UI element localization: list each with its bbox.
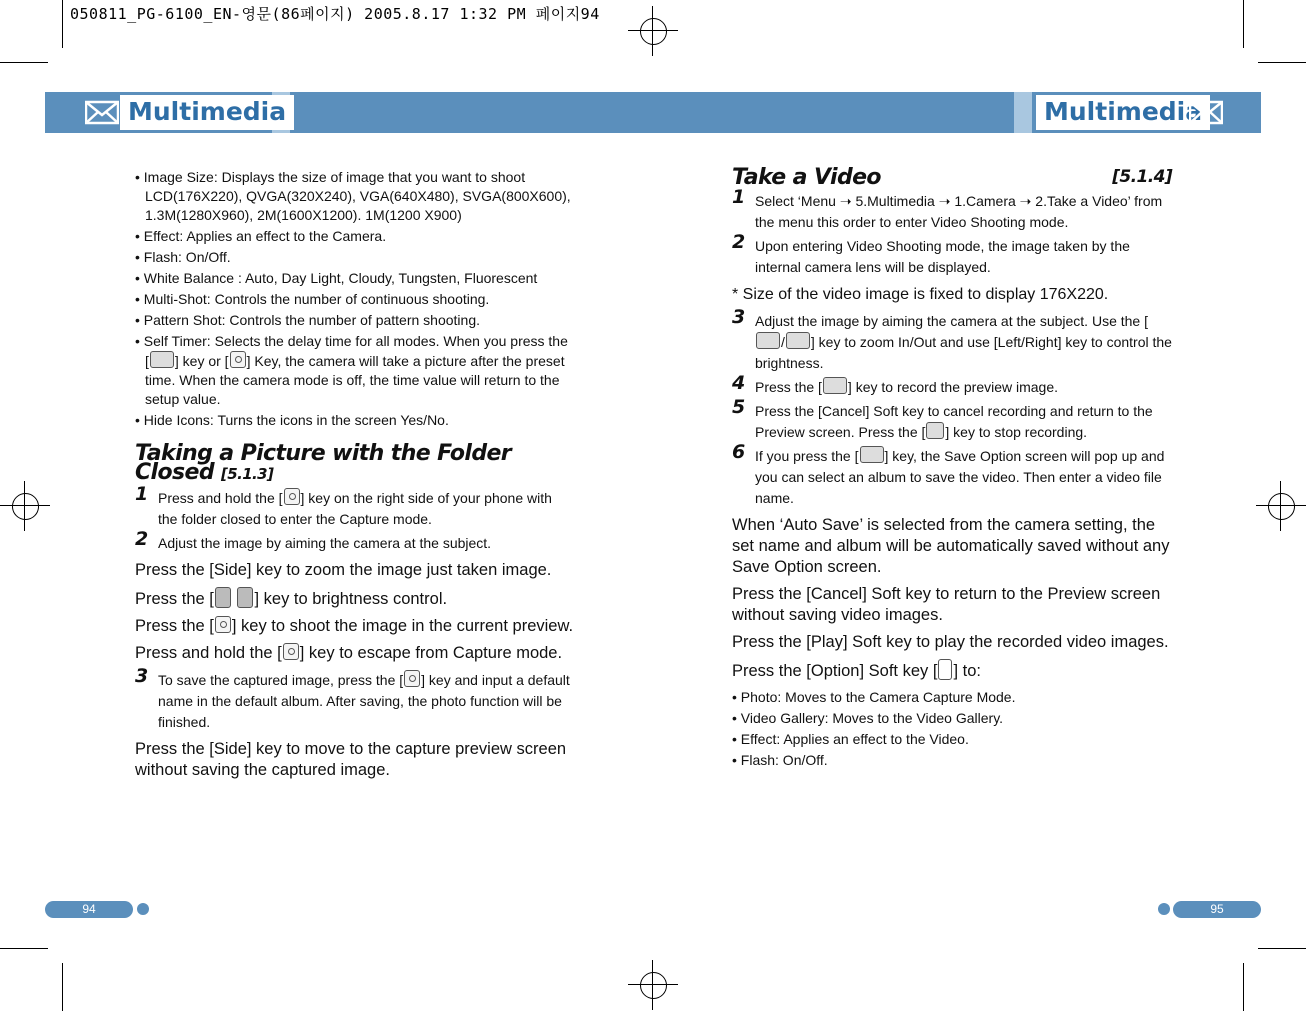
registration-mark bbox=[0, 481, 50, 531]
header-band-accent bbox=[1014, 92, 1032, 133]
paragraph: Press the [Cancel] Soft key to return to the Preview screen without saving video images. bbox=[732, 585, 1161, 624]
step-item: 3 Adjust the image by aiming the camera at the subject. Use the [/ ] key to zoom In/Out and use [Left/Right] key to control the brightness. bbox=[732, 306, 1172, 371]
paragraph: Press the [Option] Soft key [ ] to: bbox=[732, 659, 1172, 682]
bullet-item-self-timer: • Self Timer: Selects the delay time for all modes. When you press the [ ] key or [ ] Key, the camera will take a picture after the preset time. When the camera mode is off, the time value will return to the setup value. bbox=[135, 333, 568, 407]
bullet-item: • Hide Icons: Turns the icons in the screen Yes/No. bbox=[135, 412, 449, 428]
note: * Size of the video image is fixed to display 176X220. bbox=[732, 286, 1109, 303]
paragraph: Press the [Play] Soft key to play the recorded video images. bbox=[732, 633, 1169, 651]
page-dot bbox=[1158, 903, 1170, 915]
crop-mark bbox=[0, 62, 48, 63]
step-item: 4 Press the [ ] key to record the preview image. bbox=[732, 372, 1059, 395]
page-number-right: 95 bbox=[1173, 901, 1261, 918]
section-title: Taking a Picture with the Folder Closed [5.1.3] bbox=[135, 441, 512, 485]
crop-mark bbox=[1258, 62, 1306, 63]
bullet-item: • Pattern Shot: Controls the number of pattern shooting. bbox=[135, 312, 480, 328]
crop-mark bbox=[0, 948, 48, 949]
bullet-item: • Video Gallery: Moves to the Video Gallery. bbox=[732, 710, 1004, 726]
step-item: 6 If you press the [ ] key, the Save Option screen will pop up and you can select an album to save the video. Then enter a video file name. bbox=[732, 441, 1165, 506]
paragraph: Press the [ ] key to shoot the image in the current preview. bbox=[135, 617, 574, 635]
soft-key-icon bbox=[938, 659, 952, 680]
header-title-right: Multimedia bbox=[1036, 95, 1210, 130]
bullet-item: • Flash: On/Off. bbox=[732, 752, 828, 768]
paragraph: Press the [Side] key to move to the capture preview screen without saving the captured image. bbox=[135, 740, 567, 779]
registration-mark bbox=[628, 6, 678, 56]
camera-key-icon bbox=[150, 351, 174, 368]
paragraph: Press and hold the [ ] key to escape from Capture mode. bbox=[135, 644, 563, 662]
record-key-icon bbox=[823, 377, 847, 394]
camera-key-icon bbox=[230, 351, 246, 368]
bullet-item: • White Balance : Auto, Day Light, Cloudy, Tungsten, Fluorescent bbox=[135, 270, 538, 286]
stop-key-icon bbox=[926, 422, 944, 439]
paragraph: Press the [Side] key to zoom the image just taken image. bbox=[135, 561, 552, 579]
step-item: 1 Select ‘Menu ➝ 5.Multimedia ➝ 1.Camera ➝ 2.Take a Video’ from the menu this order to enter Video Shooting mode. bbox=[732, 186, 1163, 230]
header-title-left: Multimedia bbox=[120, 95, 294, 130]
side-key-icon bbox=[237, 587, 253, 608]
registration-mark bbox=[1256, 481, 1306, 531]
step-item: 3 To save the captured image, press the [ ] key and input a default name in the default album. After saving, the photo function will be finished. bbox=[135, 665, 570, 730]
crop-mark bbox=[1243, 963, 1244, 1011]
step-item: 5 Press the [Cancel] Soft key to cancel recording and return to the Preview screen. Press the [ ] key to stop recording. bbox=[732, 396, 1153, 440]
step-item: 2 Upon entering Video Shooting mode, the image taken by the internal camera lens will be displayed. bbox=[732, 231, 1130, 275]
bullet-item: • Multi-Shot: Controls the number of continuous shooting. bbox=[135, 291, 490, 307]
left-column bbox=[135, 168, 575, 787]
envelope-icon bbox=[85, 97, 119, 127]
crop-mark bbox=[62, 963, 63, 1011]
crop-mark bbox=[1243, 0, 1244, 48]
step-item: 2 Adjust the image by aiming the camera at the subject. bbox=[135, 528, 492, 551]
paragraph: Press the [ ] key to brightness control. bbox=[135, 587, 575, 610]
bullet-item: • Photo: Moves to the Camera Capture Mode. bbox=[732, 689, 1016, 705]
volume-up-key-icon bbox=[756, 332, 780, 349]
registration-mark bbox=[628, 960, 678, 1010]
step-item: 1 Press and hold the [ ] key on the right side of your phone with the folder closed to enter the Capture mode. bbox=[135, 483, 552, 527]
print-slug: 050811_PG-6100_EN-영문(86페이지) 2005.8.17 1:32 PM 페이지94 bbox=[70, 5, 600, 23]
crop-mark bbox=[62, 0, 63, 48]
bullet-item: • Effect: Applies an effect to the Camera. bbox=[135, 228, 387, 244]
page-dot bbox=[137, 903, 149, 915]
camera-key-icon bbox=[284, 488, 300, 505]
paragraph: When ‘Auto Save’ is selected from the camera setting, the set name and album will be automatically saved without any Save Option screen. bbox=[732, 516, 1170, 576]
page-number-left: 94 bbox=[45, 901, 133, 918]
bullet-item: • Effect: Applies an effect to the Video. bbox=[732, 731, 969, 747]
camera-key-icon bbox=[404, 670, 420, 687]
envelope-icon bbox=[1189, 97, 1223, 127]
side-key-icon bbox=[215, 587, 231, 608]
bullet-item: • Image Size: Displays the size of image that you want to shoot LCD(176X220), QVGA(320X240), VGA(640X480), SVGA(800X600), 1.3M(1280X960), 2M(1600X1200). 1M(1200 X900) bbox=[135, 169, 571, 223]
camera-key-icon bbox=[215, 616, 231, 633]
camera-key-icon bbox=[283, 643, 299, 660]
save-key-icon bbox=[860, 446, 884, 463]
bullet-item: • Flash: On/Off. bbox=[135, 249, 231, 265]
volume-down-key-icon bbox=[786, 332, 810, 349]
right-column bbox=[732, 165, 1172, 772]
section-title: Take a Video [5.1.4] bbox=[732, 165, 1172, 190]
crop-mark bbox=[1258, 948, 1306, 949]
